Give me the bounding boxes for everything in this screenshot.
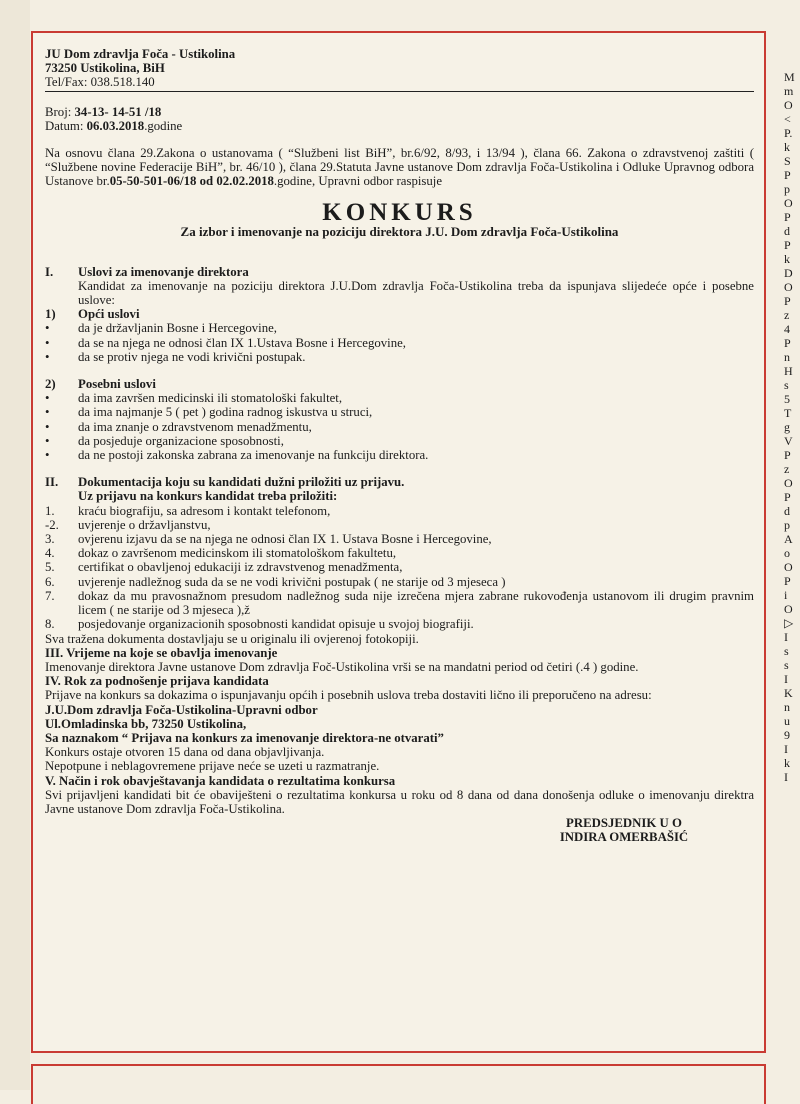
adjacent-column-fragment: O: [784, 602, 793, 616]
list-item: -2. uvjerenje o državljanstvu,: [45, 517, 211, 532]
adjacent-column-fragment: P: [784, 490, 791, 504]
adjacent-column-fragment: i: [784, 588, 788, 602]
list-item: • da je državljanin Bosne i Hercegovine,: [45, 321, 277, 336]
adjacent-column-fragment: g: [784, 420, 790, 434]
adjacent-column-fragment: k: [784, 756, 790, 770]
adjacent-column-fragment: z: [784, 308, 790, 322]
adjacent-column-fragment: s: [784, 644, 789, 658]
list-item: 6. uvjerenje nadležnog suda da se ne vodi krivični postupak ( ne starije od 3 mjeseca ): [45, 574, 506, 589]
adjacent-column-fragment: O: [784, 280, 793, 294]
section-1-text: Kandidat za imenovanje na poziciju direktora J.U.Dom zdravlja Foča-Ustikolina treba da ispunjava slijedeće opće i posebne uslove:: [78, 278, 754, 308]
adjacent-column-fragment: I: [784, 630, 788, 644]
adjacent-column-fragment: n: [784, 700, 790, 714]
adjacent-column-fragment: I: [784, 672, 788, 686]
list-item: • da ima znanje o zdravstvenom menadžmentu,: [45, 419, 312, 434]
section-5-text: Svi prijavljeni kandidati bit će obaviješteni o rezultatima konkursa u roku od 8 dana od dana donošenja odluke o imenovanju direktra Javne ustanove Dom zdravlja Foča-Ustikolina.: [45, 787, 754, 816]
section-4-heading: IV. Rok za podnošenje prijava kandidata: [45, 674, 269, 689]
adjacent-column-fragment: I: [784, 770, 788, 784]
adjacent-column-fragment: p: [784, 518, 790, 532]
signature-role: PREDSJEDNIK U O: [566, 816, 682, 831]
page-title: KONKURS: [322, 198, 477, 226]
adjacent-column-fragment: z: [784, 462, 790, 476]
adjacent-column-fragment: P: [784, 574, 791, 588]
letterhead: [45, 47, 754, 92]
adjacent-column-fragment: O: [784, 196, 793, 210]
section-1-heading: I. Uslovi za imenovanje direktora: [45, 264, 249, 279]
page-left-margin: [0, 0, 30, 1090]
adjacent-column-fragment: O: [784, 476, 793, 490]
adjacent-column-fragment: D: [784, 266, 793, 280]
adjacent-column-fragment: I: [784, 742, 788, 756]
envelope-note: Sa naznakom “ Prijava na konkurs za imenovanje direktora-ne otvarati”: [45, 730, 444, 745]
adjacent-column-fragment: k: [784, 140, 790, 154]
page-subtitle: Za izbor i imenovanje na poziciju direktora J.U. Dom zdravlja Foča-Ustikolina: [180, 223, 619, 239]
section-3-heading: III. Vrijeme na koje se obavlja imenovanje: [45, 645, 278, 660]
adjacent-column-fragment: 9: [784, 728, 790, 742]
section-4-text: Prijave na konkurs sa dokazima o ispunjavanju općih i posebnih uslova treba dostaviti lično ili preporučeno na adresu:: [45, 688, 652, 703]
adjacent-column-fragment: s: [784, 658, 789, 672]
list-item: • da ima završen medicinski ili stomatološki fakultet,: [45, 391, 343, 406]
adjacent-column-fragment: A: [784, 532, 793, 546]
adjacent-column-fragment: <: [784, 112, 791, 126]
section-2-note: Sva tražena dokumenta dostavljaju se u originalu ili ovjerenoj fotokopiji.: [45, 631, 419, 646]
adjacent-column-text: [784, 70, 800, 784]
adjacent-column-fragment: H: [784, 364, 793, 378]
list-item: • da posjeduje organizacione sposobnosti,: [45, 433, 284, 448]
adjacent-column-fragment: P: [784, 336, 791, 350]
list-item: • da ne postoji zakonska zabrana za imenovanje na funkciju direktora.: [45, 448, 429, 463]
adjacent-column-fragment: u: [784, 714, 790, 728]
special-conditions-heading: 2) Posebni uslovi: [45, 377, 156, 392]
signature-block: [45, 816, 754, 844]
adjacent-column-fragment: O: [784, 98, 793, 112]
list-item: • da se na njega ne odnosi član IX 1.Ustava Bosne i Hercegovine,: [45, 335, 406, 350]
announcement-content: [45, 47, 754, 845]
reference-number: Broj: 34-13- 14-51 /18: [45, 104, 162, 119]
adjacent-column-fragment: 5: [784, 392, 790, 406]
document-date: Datum: 06.03.2018.godine: [45, 118, 183, 133]
list-item: 4. dokaz o završenom medicinskom ili stomatološkom fakultetu,: [45, 546, 397, 561]
adjacent-column-fragment: s: [784, 378, 789, 392]
list-item: • da ima najmanje 5 ( pet ) godina radnog iskustva u struci,: [45, 405, 373, 420]
section-2-heading: II. Dokumentacija koju su kandidati dužni priložiti uz prijavu.: [45, 475, 405, 490]
adjacent-column-fragment: P: [784, 294, 791, 308]
general-conditions-heading: 1) Opći uslovi: [45, 307, 140, 322]
org-address: 73250 Ustikolina, BiH: [45, 61, 165, 76]
adjacent-column-fragment: d: [784, 224, 790, 238]
adjacent-column-fragment: V: [784, 434, 793, 448]
list-item: 3. ovjerenu izjavu da se na njega ne odnosi član IX 1. Ustava Bosne i Hercegovine,: [45, 532, 492, 547]
adjacent-column-fragment: ▷: [784, 616, 794, 630]
adjacent-column-fragment: p: [784, 182, 790, 196]
adjacent-column-fragment: P: [784, 448, 791, 462]
adjacent-column-fragment: P.: [784, 126, 793, 140]
list-item: 5. certifikat o obavljenoj edukaciji iz zdravstvenog menadžmenta,: [45, 560, 403, 575]
adjacent-column-fragment: M: [784, 70, 795, 84]
section-2-subheading: Uz prijavu na konkurs kandidat treba priložiti:: [78, 489, 338, 504]
address-line-2: Ul.Omladinska bb, 73250 Ustikolina,: [45, 716, 247, 731]
deadline-line: Konkurs ostaje otvoren 15 dana od dana objavljivanja.: [45, 745, 325, 760]
next-announcement-box: [31, 1064, 766, 1104]
adjacent-column-fragment: m: [784, 84, 794, 98]
adjacent-column-fragment: d: [784, 504, 790, 518]
org-telfax: Tel/Fax: 038.518.140: [45, 75, 754, 91]
address-line-1: J.U.Dom zdravlja Foča-Ustikolina-Upravni odbor: [45, 702, 318, 717]
adjacent-column-fragment: K: [784, 686, 793, 700]
adjacent-column-fragment: o: [784, 546, 790, 560]
adjacent-column-fragment: P: [784, 168, 791, 182]
section-3-text: Imenovanje direktora Javne ustanove Dom zdravlja Foč-Ustikolina vrši se na mandatni period od četiri (.4 ) godine.: [45, 659, 639, 674]
org-name: JU Dom zdravlja Foča - Ustikolina: [45, 47, 236, 61]
adjacent-column-fragment: 4: [784, 322, 790, 336]
adjacent-column-fragment: k: [784, 252, 790, 266]
incomplete-line: Nepotpune i neblagovremene prijave neće se uzeti u razmatranje.: [45, 759, 380, 774]
list-item: 7. dokaz da mu pravosnažnom presudom nadležnog suda nije izrečena mjera zabrane rukovođenja ustanovom ili drugim pravnim licem ( ne starije od 3 mjeseca ),ž: [45, 588, 754, 618]
section-5-heading: V. Način i rok obavještavanja kandidata o rezultatima konkursa: [45, 773, 396, 788]
adjacent-column-fragment: n: [784, 350, 790, 364]
legal-basis-paragraph: Na osnovu člana 29.Zakona o ustanovama ( “Službeni list BiH”, br.6/92, 8/93, i 13/94 ), člana 66. Zakona o zdravstvenoj zaštiti ( “Službene novine Federacije BiH”, br. 46/10 ), člana 29.Statuta Javne ustanove Dom zdravlja Foča-Ustikolina i Odluke Upravnog odbora Ustanove br.05-50-501-06/18 od 02.02.2018.godine, Upravni odbor raspisuje: [45, 146, 754, 189]
adjacent-column-fragment: S: [784, 154, 791, 168]
list-item: 1. kraću biografiju, sa adresom i kontakt telefonom,: [45, 503, 331, 518]
adjacent-column-fragment: P: [784, 210, 791, 224]
list-item: • da se protiv njega ne vodi krivični postupak.: [45, 349, 306, 364]
adjacent-column-fragment: O: [784, 560, 793, 574]
announcement-box: [31, 31, 766, 1053]
adjacent-column-fragment: P: [784, 238, 791, 252]
signature-name: INDIRA OMERBAŠIĆ: [559, 830, 689, 845]
list-item: 8. posjedovanje organizacionih sposobnosti kandidat opisuje u svojoj biografiji.: [45, 617, 474, 632]
adjacent-column-fragment: T: [784, 406, 792, 420]
